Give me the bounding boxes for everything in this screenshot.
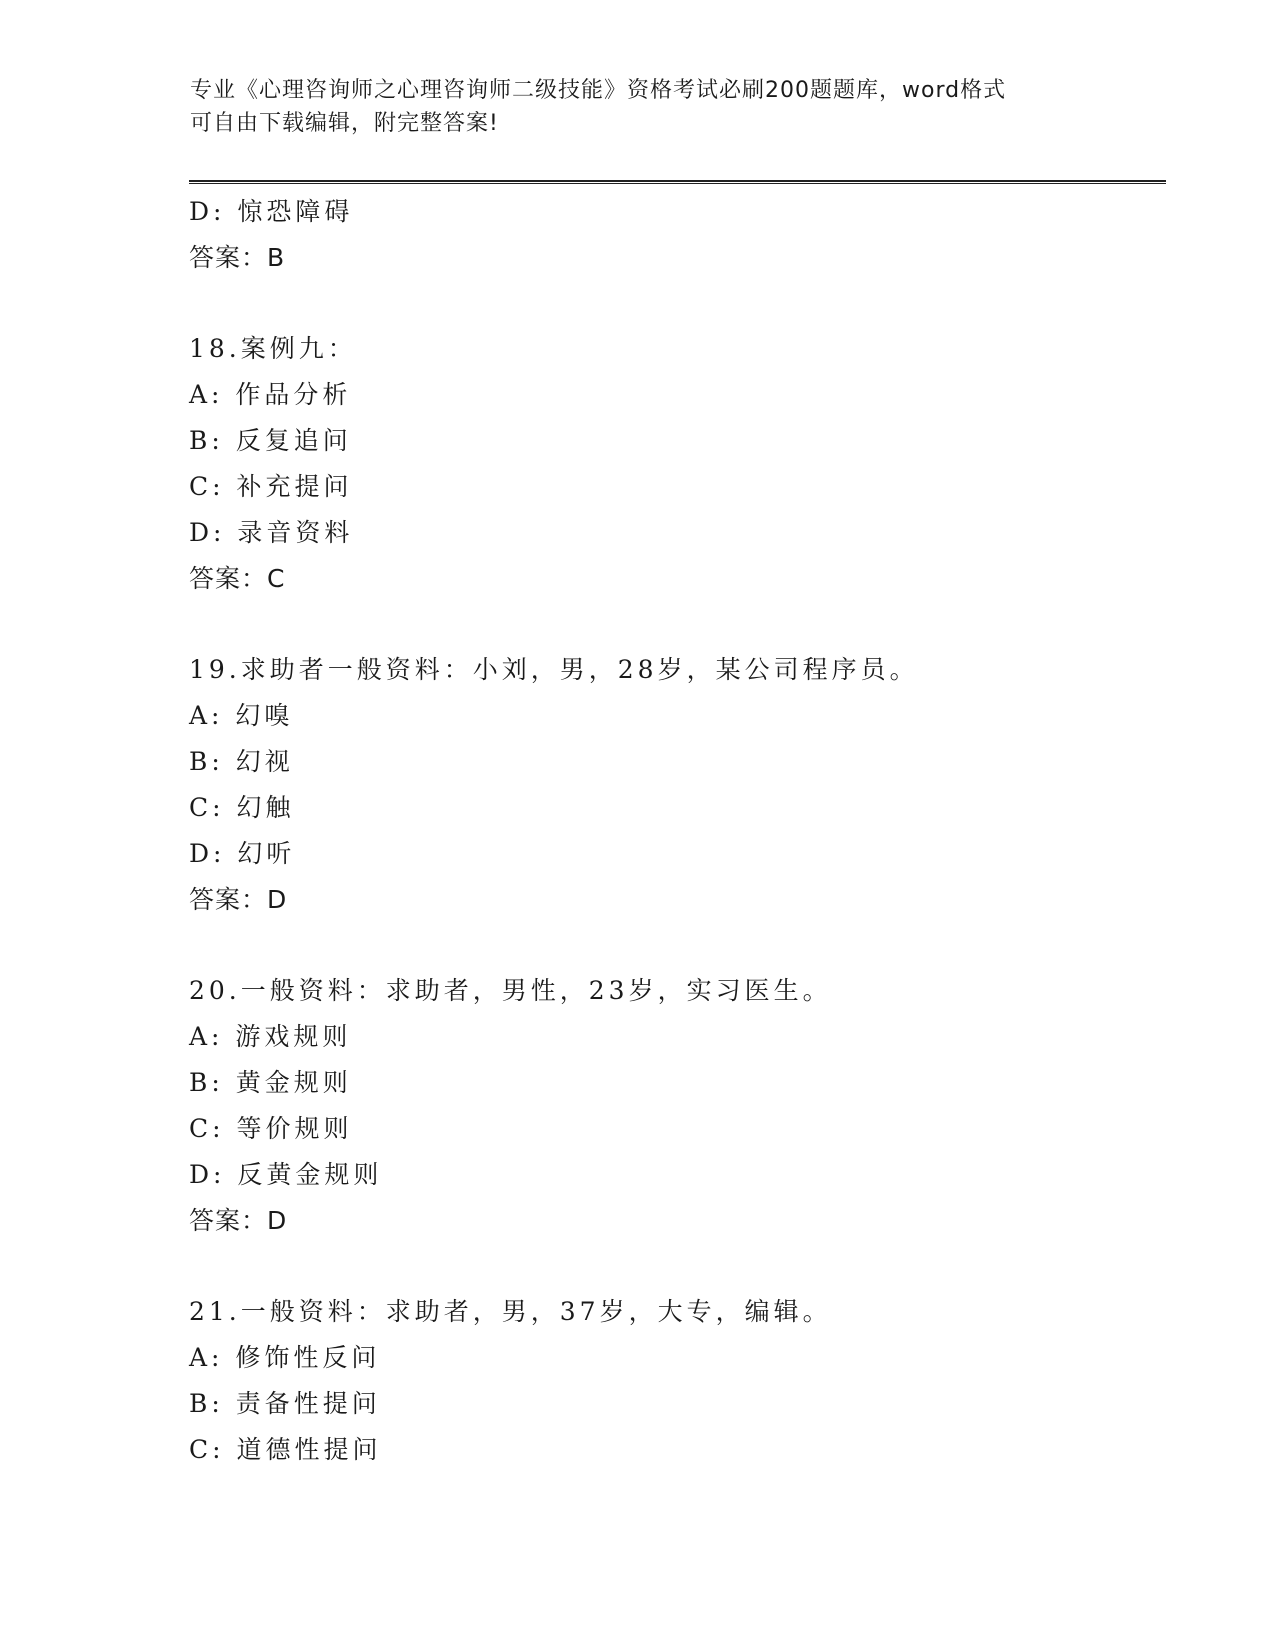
option-d: D: 幻听 bbox=[189, 839, 296, 868]
option-c: C: 道德性提问 bbox=[189, 1435, 382, 1464]
option-a: A: 游戏规则 bbox=[189, 1022, 352, 1051]
question-text: 20.一般资料：求助者，男性，23岁，实习医生。 bbox=[189, 976, 832, 1005]
option-b: B: 幻视 bbox=[189, 747, 294, 776]
option-a: A: 幻嗅 bbox=[189, 701, 294, 730]
answer-line: 答案：D bbox=[189, 1206, 288, 1235]
option-c: C: 等价规则 bbox=[189, 1114, 353, 1143]
option-b: B: 反复追问 bbox=[189, 426, 352, 455]
option-a: A: 作品分析 bbox=[189, 380, 352, 409]
question-block bbox=[189, 189, 1169, 281]
option-c: C: 补充提问 bbox=[189, 472, 353, 501]
option-b: B: 黄金规则 bbox=[189, 1068, 352, 1097]
document-header bbox=[190, 74, 1090, 140]
answer-line: 答案：B bbox=[189, 243, 286, 272]
answer-line: 答案：C bbox=[189, 564, 286, 593]
question-text: 21.一般资料：求助者，男，37岁，大专，编辑。 bbox=[189, 1297, 832, 1326]
option-d: D: 录音资料 bbox=[189, 518, 354, 547]
header-divider bbox=[189, 180, 1166, 184]
header-line-1: 专业《心理咨询师之心理咨询师二级技能》资格考试必刷200题题库，word格式 bbox=[190, 78, 1007, 103]
header-line-2: 可自由下载编辑，附完整答案! bbox=[190, 111, 499, 136]
option-c: C: 幻触 bbox=[189, 793, 295, 822]
question-list bbox=[189, 189, 1169, 1473]
option-b: B: 责备性提问 bbox=[189, 1389, 381, 1418]
option-a: A: 修饰性反问 bbox=[189, 1343, 381, 1372]
option-d: D: 惊恐障碍 bbox=[189, 197, 354, 226]
question-text: 19.求助者一般资料：小刘，男，28岁，某公司程序员。 bbox=[189, 655, 919, 684]
question-block bbox=[189, 1289, 1169, 1473]
question-block bbox=[189, 326, 1169, 602]
question-block bbox=[189, 647, 1169, 923]
option-d: D: 反黄金规则 bbox=[189, 1160, 383, 1189]
question-text: 18.案例九： bbox=[189, 334, 357, 363]
answer-line: 答案：D bbox=[189, 885, 288, 914]
question-block bbox=[189, 968, 1169, 1244]
